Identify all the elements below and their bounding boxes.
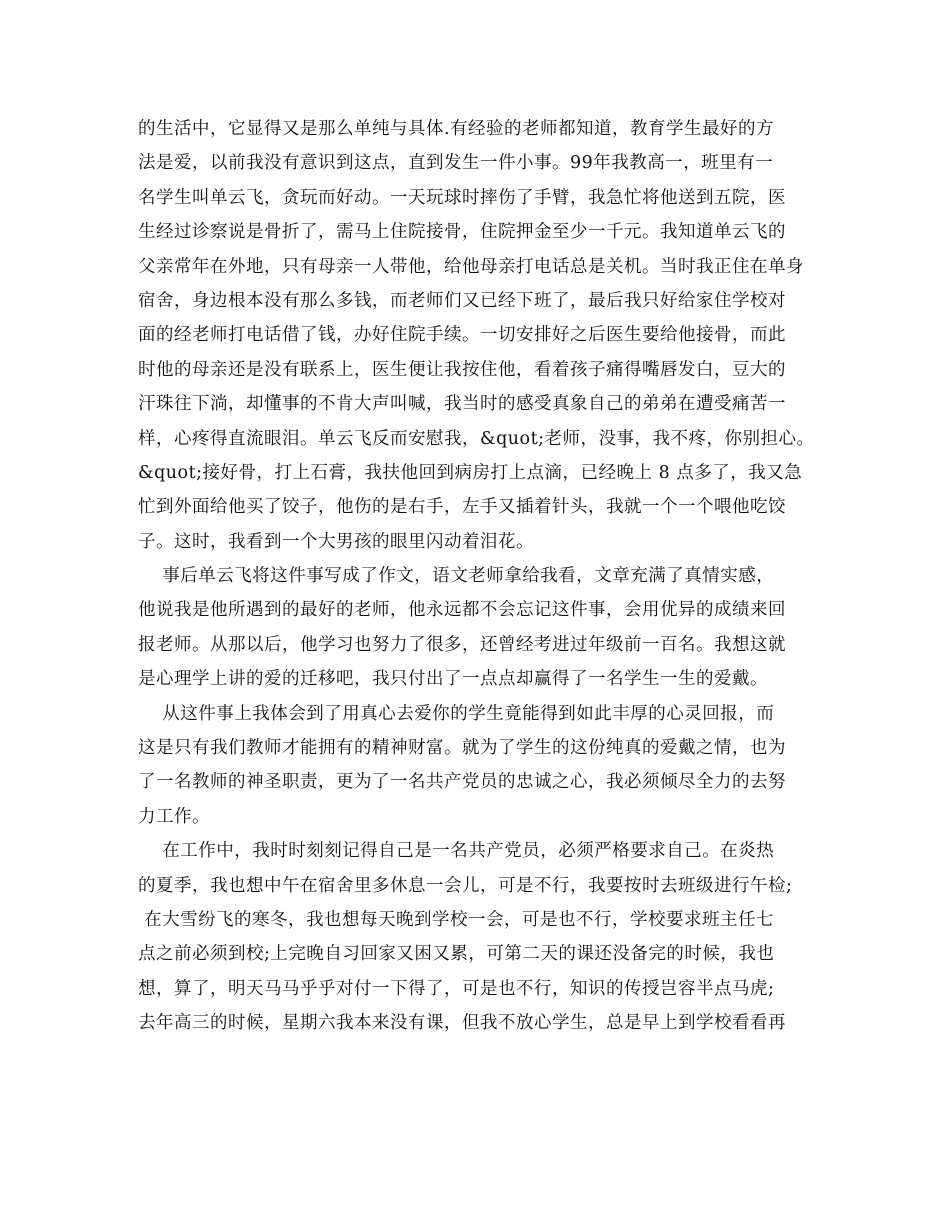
text-line: 的生活中，它显得又是那么单纯与具体.有经验的老师都知道，教育学生最好的方 bbox=[138, 119, 775, 139]
text-line: 汗珠往下淌，却懂事的不肯大声叫喊，我当时的感受真象自己的弟弟在遭受痛苦一 bbox=[138, 394, 786, 415]
text-line: 这是只有我们教师才能拥有的精神财富。就为了学生的这份纯真的爱戴之情，也为 bbox=[138, 738, 786, 759]
text-line: 样，心疼得直流眼泪。单云飞反而安慰我，&quot;老师，没事，我不疼，你别担心。 bbox=[138, 428, 815, 449]
text-line: 名学生叫单云飞，贪玩而好动。一天玩球时摔伤了手臂，我急忙将他送到五院，医 bbox=[138, 187, 786, 208]
paragraph-start-line: 从这件事上我体会到了用真心去爱你的学生竟能得到如此丰厚的心灵回报，而 bbox=[138, 703, 775, 724]
text-line: 生经过诊察说是骨折了，需马上住院接骨，住院押金至少一千元。我知道单云飞的 bbox=[138, 222, 786, 243]
text-line: 是心理学上讲的爱的迁移吧，我只付出了一点点却赢得了一名学生一生的爱戴。 bbox=[138, 669, 768, 690]
text-line: 他说我是他所遇到的最好的老师，他永远都不会忘记这件事，会用优异的成绩来回 bbox=[138, 600, 786, 621]
text-line: 想，算了，明天马马乎乎对付一下得了，可是也不行，知识的传授岂容半点马虎; bbox=[138, 978, 775, 999]
text-line: 子。这时，我看到一个大男孩的眼里闪动着泪花。 bbox=[138, 531, 534, 552]
text-line: 力工作。 bbox=[138, 806, 210, 827]
text-line: 点之前必须到校;上完晚自习回家又困又累，可第二天的课还没备完的时候，我也 bbox=[138, 944, 775, 965]
text-line: 宿舍，身边根本没有那么多钱，而老师们又已经下班了，最后我只好给家住学校对 bbox=[138, 290, 786, 311]
text-line: 的夏季，我也想中午在宿舍里多休息一会儿，可是不行，我要按时去班级进行午检; bbox=[138, 875, 793, 896]
text-line: 时他的母亲还是没有联系上，医生便让我按住他，看着孩子痛得嘴唇发白，豆大的 bbox=[138, 359, 786, 380]
body-text bbox=[138, 112, 838, 1041]
text-line: 在大雪纷飞的寒冬，我也想每天晚到学校一会，可是也不行，学校要求班主任七 bbox=[138, 909, 775, 930]
text-line: 了一名教师的神圣职责，更为了一名共产党员的忠诚之心，我必须倾尽全力的去努 bbox=[138, 772, 786, 793]
paragraph-start-line: 事后单云飞将这件事写成了作文，语文老师拿给我看，文章充满了真情实感， bbox=[138, 566, 775, 587]
text-line: &quot;接好骨，打上石膏，我扶他回到病房打上点滴，已经晚上 8 点多了，我又急 bbox=[138, 462, 803, 483]
text-line: 报老师。从那以后，他学习也努力了很多，还曾经考进过年级前一百名。我想这就 bbox=[138, 634, 786, 655]
paragraph-start-line: 在工作中，我时时刻刻记得自己是一名共产党员，必须严格要求自己。在炎热 bbox=[138, 841, 775, 862]
text-line: 忙到外面给他买了饺子，他伤的是右手，左手又插着针头，我就一个一个喂他吃饺 bbox=[138, 497, 786, 518]
text-line: 面的经老师打电话借了钱，办好住院手续。一切安排好之后医生要给他接骨，而此 bbox=[138, 325, 786, 346]
text-line: 去年高三的时候，星期六我本来没有课，但我不放心学生，总是早上到学校看看再 bbox=[138, 1013, 786, 1034]
text-line: 法是爱，以前我没有意识到这点，直到发生一件小事。99年我教高一，班里有一 bbox=[138, 153, 774, 174]
text-line: 父亲常年在外地，只有母亲一人带他，给他母亲打电话总是关机。当时我正住在单身 bbox=[138, 256, 804, 277]
